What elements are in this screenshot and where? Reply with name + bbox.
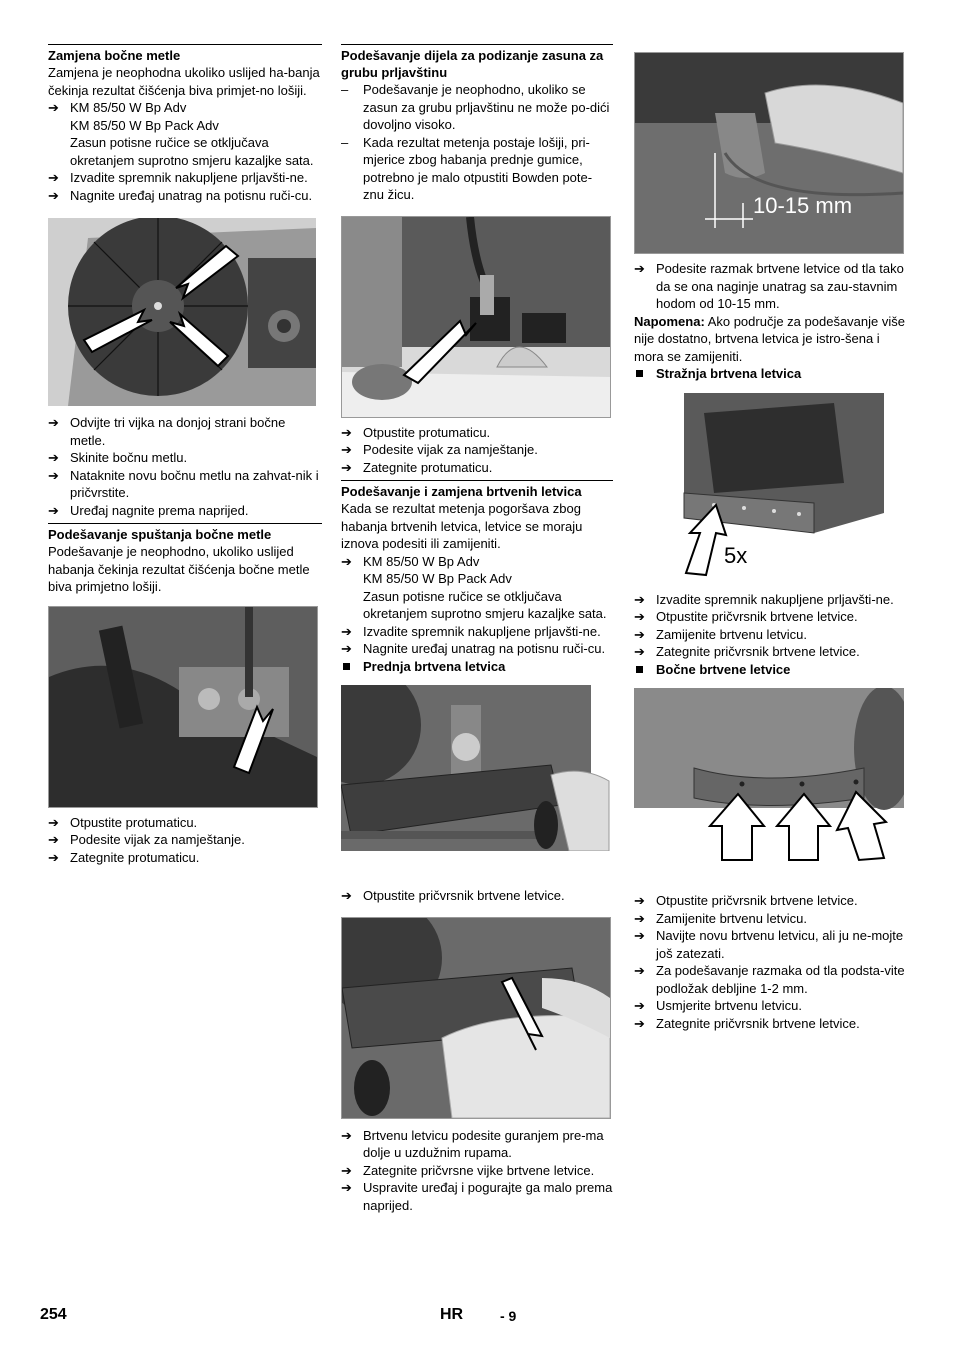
arrow-right-icon: ➔ [341,888,352,903]
gap-measurement-illustration [635,53,903,253]
step-item: ➔ Zategnite protumaticu. [48,849,200,865]
step-item: ➔ Otpustite pričvrsnik brtvene letvice. [634,609,858,624]
figure-front-strip-loosen [341,685,611,851]
dash-item: – Podešavanje je neophodno, ukoliko se zasun za grubu prljavštinu ne može po-dići dovoljno visoko. [341,82,610,132]
arrow-right-icon: ➔ [48,832,59,847]
front-strip-illustration [341,685,611,851]
arrow-right-icon: ➔ [341,641,352,656]
subheading-rear-strip: Stražnja brtvena letvica [634,365,908,383]
subheading-front-strip: Prednja brtvena letvica [341,658,613,676]
section-title-side-brush-lowering: Podešavanje spuštanja bočne metle [48,523,322,543]
step-item: ➔ Otpustite protumaticu. [48,814,198,830]
step-item: ➔ Zamijenite brtvenu letvicu. [634,910,808,926]
step-item: ➔ Zategnite protumaticu. [341,459,493,475]
adjust-screw-illustration [49,607,317,807]
arrow-right-icon: ➔ [341,424,352,440]
side-strips-illustration [634,688,904,884]
model-name: KM 85/50 W Bp Pack Adv [70,117,219,133]
arrow-right-icon: ➔ [634,910,645,926]
side-brush-illustration [48,218,316,406]
step-item: ➔ Brtvenu letvicu podesite guranjem pre-ma dolje u uzdužnim rupama. [341,1127,604,1160]
bowden-cable-illustration [342,217,610,417]
sub-page-number: - 9 [500,1308,517,1324]
arrow-right-icon: ➔ [48,170,59,185]
arrow-right-icon: ➔ [634,928,645,943]
arrow-right-icon: ➔ [48,502,59,518]
arrow-right-icon: ➔ [634,963,645,978]
square-bullet-icon [636,666,643,673]
step-item: ➔ Navijte novu brtvenu letvicu, ali ju ne-mojte još zatezati. [634,928,904,961]
section-title-side-brush-replace: Zamjena bočne metle [48,44,322,64]
arrow-right-icon: ➔ [48,100,59,115]
step-item: ➔ Nagnite uređaj unatrag na potisnu ruči-cu. [341,641,606,656]
model-note: Zasun potisne ručice se otključava okretanjem suprotno smjeru kazaljke sata. [70,135,314,168]
step-item: ➔ Zategnite pričvrsnik brtvene letvice. [634,644,860,659]
dash-item: – Kada rezultat metenja postaje lošiji, pri-mjerice zbog habanja prednje gumice, potrebno je malo otpustiti Bowden pote-znu žicu. [341,134,593,202]
dash-icon: – [341,134,349,150]
step-item: ➔ Odvijte tri vijka na donjoj strani bočne metle. [48,415,286,448]
dash-icon: – [341,82,349,97]
figure-front-strip-push-down [341,917,611,1119]
arrow-right-icon: ➔ [341,1127,352,1143]
section-title-flap-lift: Podešavanje dijela za podizanje zasuna za grubu prljavštinu [341,44,613,81]
arrow-right-icon: ➔ [634,591,645,607]
arrow-right-icon: ➔ [48,187,59,203]
step-item: ➔ Za podešavanje razmaka od tla podsta-vite podložak debljine 1-2 mm. [634,963,905,996]
note: Napomena: Ako područje za podešavanje više nije dostatno, brtvena letvica je istro-šena i mora se zamijeniti. [634,313,905,364]
arrow-right-icon: ➔ [341,1162,352,1178]
arrow-right-icon: ➔ [634,261,645,276]
step-item: ➔ Uspravite uređaj i pogurajte ga malo prema naprijed. [341,1180,613,1213]
arrow-right-icon: ➔ [341,1180,352,1195]
step-item: ➔ Otpustite pričvrsnik brtvene letvice. [341,888,565,903]
square-bullet-icon [636,370,643,377]
arrow-right-icon: ➔ [48,415,59,430]
step-item: ➔ Otpustite protumaticu. [341,424,491,440]
language-code: HR [440,1306,464,1323]
column-left [48,44,322,866]
figure-bowden-cable [341,216,611,418]
page-number: 254 [40,1306,67,1323]
rear-strip-illustration [634,393,884,583]
gap-dimension-label: 10-15 mm [753,193,853,218]
paragraph: Zamjena je neophodna ukoliko uslijed ha-banja čekinja rezultat čišćenja biva primjet-no lošiji. [48,65,320,98]
step-item: ➔ Izvadite spremnik nakupljene prljavšti-ne. [48,170,308,185]
step-item: ➔ Izvadite spremnik nakupljene prljavšti-ne. [634,591,894,607]
step-item: ➔ Nagnite uređaj unatrag na potisnu ruči-cu. [48,187,313,203]
arrow-right-icon: ➔ [48,467,59,483]
figure-side-strips [634,688,904,884]
arrow-right-icon: ➔ [341,442,352,457]
step-item: ➔ Otpustite pričvrsnik brtvene letvice. [634,893,858,908]
figure-lowering-adjust-screw [48,606,318,808]
paragraph: Kada se rezultat metenja pogoršava zbog habanja brtvenih letvica, letvice se moraju iznova podesiti ili zamijeniti. [341,501,583,551]
figure-side-brush-screws [48,218,316,406]
arrow-right-icon: ➔ [634,609,645,624]
arrow-right-icon: ➔ [48,450,59,465]
step-item: ➔ KM 85/50 W Bp Adv [341,553,480,569]
model-note: Zasun potisne ručice se otključava okretanjem suprotno smjeru kazaljke sata. [363,588,607,621]
step-item: ➔ Nataknite novu bočnu metlu na zahvat-nik i pričvrstite. [48,467,319,500]
step-item: ➔ Zategnite pričvrsnik brtvene letvice. [634,1015,860,1031]
arrow-right-icon: ➔ [634,644,645,659]
arrow-right-icon: ➔ [48,849,59,865]
step-item: ➔ Zamijenite brtvenu letvicu. [634,626,808,642]
arrow-right-icon: ➔ [634,1015,645,1031]
arrow-right-icon: ➔ [634,998,645,1013]
arrow-right-icon: ➔ [48,814,59,830]
figure-gap-measurement [634,52,904,254]
section-title-sealing-strips: Podešavanje i zamjena brtvenih letvica [341,480,613,500]
square-bullet-icon [343,663,350,670]
arrow-right-icon: ➔ [341,623,352,639]
paragraph: Podešavanje je neophodno, ukoliko uslijed habanja čekinja rezultat čišćenja bočne metle biva primjetno lošiji. [48,544,310,594]
push-down-illustration [342,918,610,1118]
quantity-label: 5x [724,542,748,568]
column-right [634,52,908,1032]
arrow-right-icon: ➔ [634,626,645,642]
column-middle [341,44,613,1214]
step-item: ➔ Zategnite pričvrsne vijke brtvene letvice. [341,1162,595,1178]
subheading-side-strips: Bočne brtvene letvice [634,661,908,679]
arrow-right-icon: ➔ [341,459,352,475]
step-item: ➔ Podesite vijak za namještanje. [48,832,245,847]
model-name: KM 85/50 W Bp Pack Adv [363,571,512,586]
arrow-right-icon: ➔ [634,893,645,908]
step-item: ➔ Skinite bočnu metlu. [48,450,188,465]
step-item: ➔ Izvadite spremnik nakupljene prljavšti-ne. [341,623,601,639]
step-item: ➔ Usmjerite brtvenu letvicu. [634,998,802,1013]
figure-rear-strip [634,393,884,583]
arrow-right-icon: ➔ [341,553,352,569]
step-item: ➔ Podesite razmak brtvene letvice od tla tako da se ona naginje unatrag sa zau-stavnim hodom od 10-15 mm. [634,261,904,311]
step-item: ➔ Podesite vijak za namještanje. [341,442,538,457]
note-label: Napomena: [634,313,705,329]
step-item: ➔ Uređaj nagnite prema naprijed. [48,502,249,518]
step-item: ➔ KM 85/50 W Bp Adv [48,100,187,115]
